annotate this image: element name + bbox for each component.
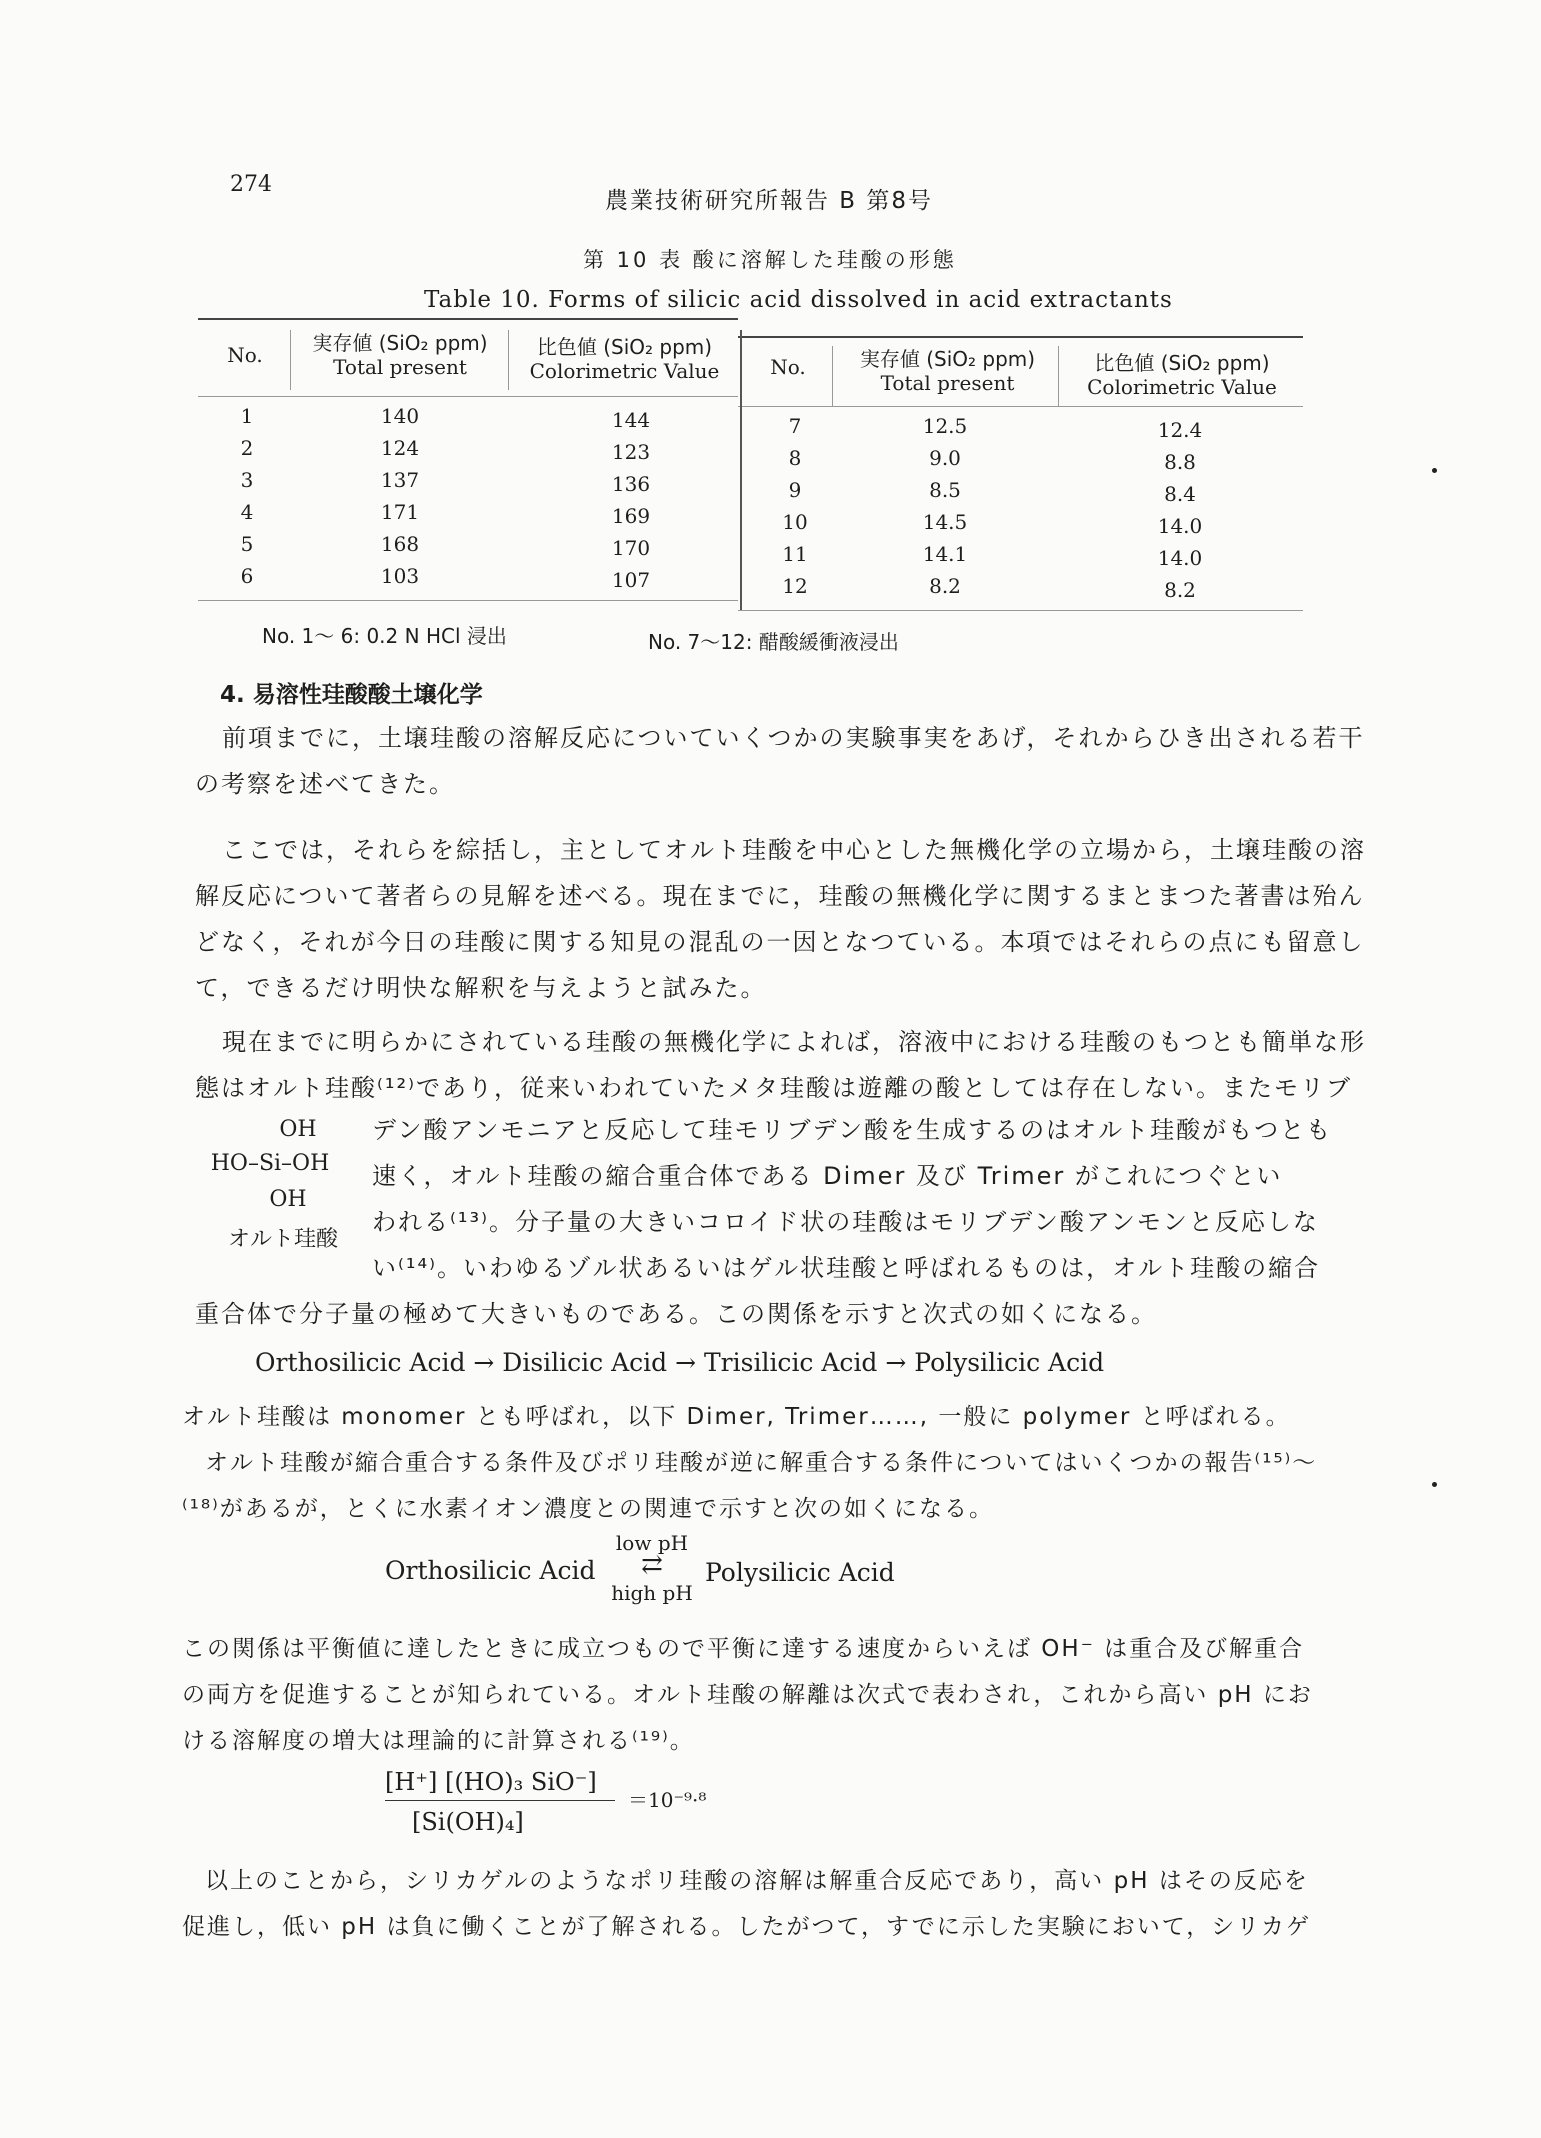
running-head: 農業技術研究所報告 B 第8号	[605, 188, 934, 214]
cell-color: 170	[611, 536, 651, 560]
para7-line: 以上のことから，シリカゲルのようなポリ珪酸の溶解は解重合反応であり，高い pH はその反応を	[205, 1868, 1309, 1894]
para6-line: ける溶解度の増大は理論的に計算される⁽¹⁹⁾。	[182, 1728, 695, 1754]
para2-line: どなく，それが今日の珪酸に関する知見の混乱の一因となつている。本項ではそれらの点にも留意し	[195, 928, 1365, 956]
table-caption-jp: 第 10 表 酸に溶解した珪酸の形態	[583, 248, 957, 272]
cell-no: 11	[782, 542, 808, 566]
equilibrium-upper: low pH	[615, 1531, 689, 1555]
header-total-jp-left: 実存値 (SiO₂ ppm)	[312, 331, 488, 355]
table-divider	[740, 330, 742, 610]
equilibrium-lower: high pH	[611, 1581, 693, 1605]
header-total-jp-right: 実存値 (SiO₂ ppm)	[859, 347, 1036, 371]
table-header-rule-right	[738, 406, 1303, 407]
cell-total: 8.5	[929, 478, 961, 502]
structure-top: OH	[279, 1117, 317, 1142]
para5-line: オルト珪酸が縮合重合する条件及びポリ珪酸が逆に解重合する条件についてはいくつかの報告⁽¹⁵⁾～	[205, 1450, 1318, 1476]
table-col-line	[832, 346, 833, 406]
fraction-bar	[385, 1800, 615, 1801]
cell-total: 103	[380, 564, 420, 588]
cell-color: 123	[611, 440, 651, 464]
header-no-left: No.	[227, 343, 263, 367]
header-color-jp-left: 比色値 (SiO₂ ppm)	[536, 335, 713, 359]
cell-no: 7	[788, 414, 802, 438]
table-col-line	[508, 330, 509, 390]
cell-no: 5	[240, 532, 254, 556]
cell-no: 10	[782, 510, 808, 534]
para3-wrap-line: 速く，オルト珪酸の縮合重合体である Dimer 及び Trimer がこれにつぐとい	[372, 1162, 1283, 1190]
cell-total: 171	[380, 500, 420, 524]
cell-no: 4	[240, 500, 254, 524]
para7-line: 促進し，低い pH は負に働くことが了解される。したがつて，すでに示した実験において，シリカゲ	[182, 1914, 1312, 1940]
table-col-line	[1058, 346, 1059, 406]
para1-line: 前項までに，土壌珪酸の溶解反応についていくつかの実験事実をあげ，それからひき出される若干	[222, 724, 1365, 752]
header-color-jp-right: 比色値 (SiO₂ ppm)	[1094, 351, 1270, 375]
para3-wrap-line: われる⁽¹³⁾。分子量の大きいコロイド状の珪酸はモリブデン酸アンモンと反応しな	[372, 1208, 1319, 1236]
structure-middle: HO–Si–OH	[210, 1151, 330, 1176]
fraction-rhs: ＝10⁻⁹·⁸	[628, 1788, 707, 1812]
para6-line: の両方を促進することが知られている。オルト珪酸の解離は次式で表わされ，これから高い pH にお	[182, 1682, 1313, 1708]
cell-no: 2	[240, 436, 254, 460]
cell-color: 136	[611, 472, 651, 496]
cell-color: 169	[611, 504, 651, 528]
para5-line: ⁽¹⁸⁾があるが，とくに水素イオン濃度との関連で示すと次の如くになる。	[182, 1496, 995, 1522]
equilibrium-arrow-icon: ⇄	[641, 1550, 663, 1580]
cell-color: 14.0	[1157, 514, 1203, 538]
cell-color: 8.4	[1164, 482, 1196, 506]
table-col-line	[290, 330, 291, 390]
cell-color: 8.2	[1164, 578, 1196, 602]
fraction-denominator: [Si(OH)₄]	[412, 1808, 524, 1836]
header-total-en-left: Total present	[333, 355, 467, 379]
para4: オルト珪酸は monomer とも呼ばれ，以下 Dimer, Trimer……, 一般に polymer と呼ばれる。	[182, 1404, 1291, 1430]
scan-speck	[1432, 468, 1437, 473]
cell-no: 3	[240, 468, 254, 492]
header-no-right: No.	[770, 355, 806, 379]
cell-no: 12	[782, 574, 808, 598]
cell-no: 6	[240, 564, 254, 588]
structure-label: オルト珪酸	[227, 1227, 338, 1252]
cell-color: 12.4	[1157, 418, 1203, 442]
equilibrium-right: Polysilicic Acid	[705, 1558, 895, 1587]
cell-no: 8	[788, 446, 802, 470]
table-bottom-rule-right	[738, 610, 1303, 611]
cell-no: 1	[240, 404, 254, 428]
para2-line: 解反応について著者らの見解を述べる。現在までに，珪酸の無機化学に関するまとまつた著書は殆ん	[195, 882, 1365, 910]
table-header-rule	[198, 396, 738, 397]
structure-bottom: OH	[269, 1187, 307, 1212]
table-note-right: No. 7～12: 醋酸緩衝液浸出	[648, 630, 899, 654]
cell-total: 8.2	[929, 574, 961, 598]
header-color-en-left: Colorimetric Value	[529, 359, 720, 383]
header-total-en-right: Total present	[880, 371, 1015, 395]
cell-total: 168	[380, 532, 420, 556]
cell-color: 144	[611, 408, 651, 432]
equilibrium-left: Orthosilicic Acid	[385, 1556, 596, 1585]
page-number: 274	[230, 172, 272, 197]
cell-total: 14.5	[922, 510, 968, 534]
para2-line: て，できるだけ明快な解釈を与えようと試みた。	[195, 974, 767, 1002]
cell-total: 140	[380, 404, 420, 428]
para3-line: 現在までに明らかにされている珪酸の無機化学によれば，溶液中における珪酸のもつとも簡単な形	[222, 1028, 1366, 1056]
section-heading: 4. 易溶性珪酸酸土壌化学	[220, 682, 483, 708]
cell-no: 9	[788, 478, 802, 502]
table-caption-en: Table 10. Forms of silicic acid dissolved in acid extractants	[424, 287, 1173, 313]
fraction-numerator: [H⁺] [(HO)₃ SiO⁻]	[385, 1768, 597, 1796]
cell-color: 14.0	[1157, 546, 1203, 570]
cell-total: 12.5	[922, 414, 968, 438]
para1-line: の考察を述べてきた。	[195, 770, 455, 798]
cell-color: 8.8	[1164, 450, 1196, 474]
cell-total: 124	[380, 436, 420, 460]
para3-wrap-line: い⁽¹⁴⁾。いわゆるゾル状あるいはゲル状珪酸と呼ばれるものは，オルト珪酸の縮合	[372, 1254, 1321, 1282]
cell-color: 107	[611, 568, 651, 592]
table-top-rule	[198, 318, 738, 320]
cell-total: 9.0	[929, 446, 961, 470]
para3-end: 重合体で分子量の極めて大きいものである。この関係を示すと次式の如くになる。	[195, 1300, 1157, 1328]
header-color-en-right: Colorimetric Value	[1087, 375, 1277, 399]
equation-chain: Orthosilicic Acid → Disilicic Acid → Trisilicic Acid → Polysilicic Acid	[255, 1348, 1105, 1377]
cell-total: 137	[380, 468, 420, 492]
para6-line: この関係は平衡値に達したときに成立つもので平衡に達する速度からいえば OH⁻ は重合及び解重合	[182, 1636, 1305, 1662]
scan-speck	[1432, 1482, 1437, 1487]
table-top-rule-right	[738, 336, 1303, 338]
cell-total: 14.1	[922, 542, 968, 566]
table-bottom-rule	[198, 600, 738, 601]
para3-wrap-line: デン酸アンモニアと反応して珪モリブデン酸を生成するのはオルト珪酸がもつとも	[372, 1116, 1333, 1144]
table-note-left: No. 1～ 6: 0.2 N HCl 浸出	[262, 624, 507, 648]
para2-line: ここでは，それらを綜括し，主としてオルト珪酸を中心とした無機化学の立場から，土壌珪酸の溶	[222, 836, 1366, 864]
para3-line: 態はオルト珪酸⁽¹²⁾であり，従来いわれていたメタ珪酸は遊離の酸としては存在しない。またモリブ	[195, 1074, 1353, 1102]
